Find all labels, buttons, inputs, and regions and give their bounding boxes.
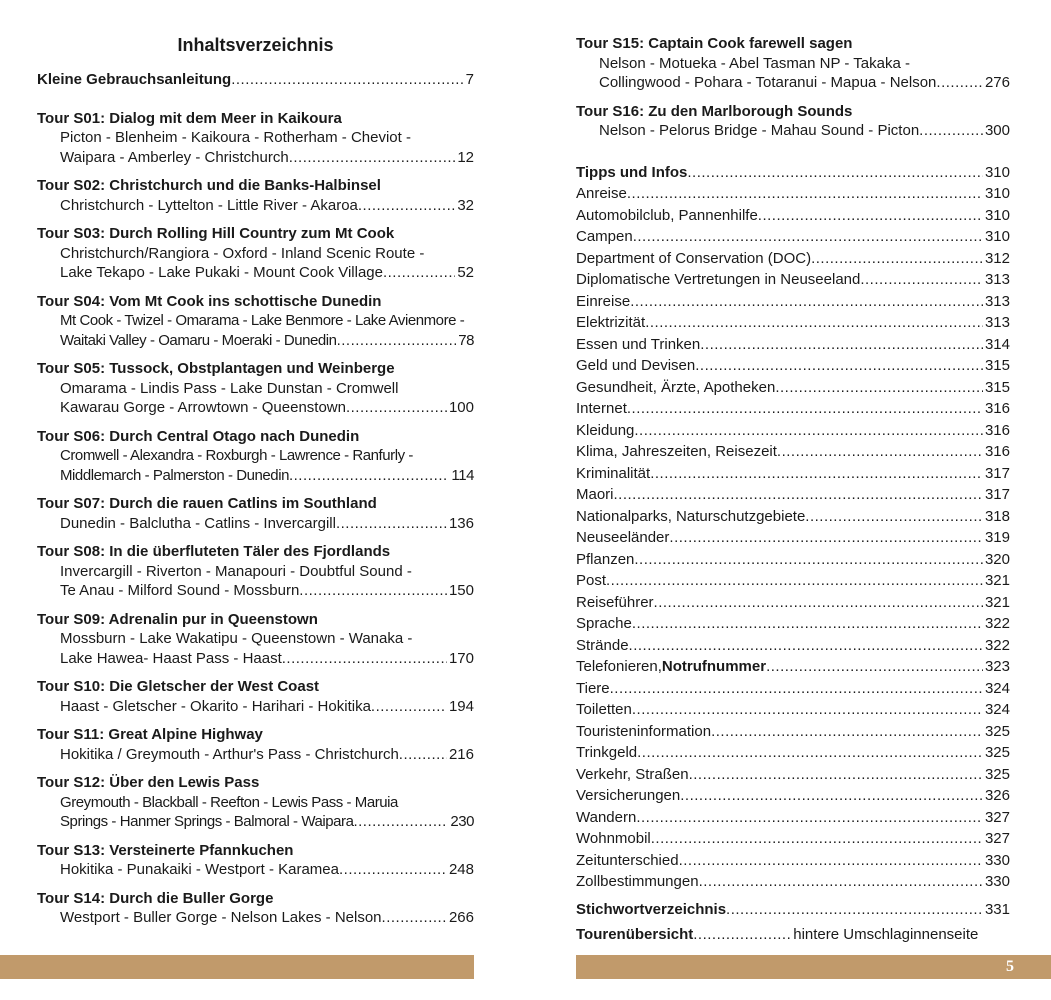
info-label: Pflanzen <box>576 550 635 568</box>
info-item <box>576 613 1010 635</box>
touren-title: Tourenübersicht <box>576 926 694 943</box>
tour-route: Nelson - Motueka - Abel Tasman NP - Takaka - <box>599 54 910 72</box>
info-item <box>576 699 1010 721</box>
stichwort-line <box>576 899 1010 921</box>
info-label: Verkehr, Straßen <box>576 765 689 783</box>
tour-title: Tour S14: Durch die Buller Gorge <box>37 889 274 907</box>
toc-entry-kleine-gebrauchsanleitung <box>37 70 474 90</box>
info-item <box>576 721 1010 743</box>
tour-title: Tour S03: Durch Rolling Hill Country zum Mt Cook <box>37 225 395 242</box>
info-label: Wandern <box>576 808 637 826</box>
tour-list-right <box>576 34 1010 141</box>
tour-entry <box>37 109 474 168</box>
tour-route: Westport - Buller Gorge - Nelson Lakes - Nelson <box>60 909 382 926</box>
tour-route: Waitaki Valley - Oamaru - Moeraki - Dunedin <box>60 331 337 349</box>
info-label: Diplomatische Vertretungen in Neuseeland <box>576 271 861 288</box>
info-label: Essen und Trinken <box>576 335 701 353</box>
info-item <box>576 205 1010 227</box>
tour-title: Tour S13: Versteinerte Pfannkuchen <box>37 841 294 859</box>
info-page: 322 <box>984 615 1010 632</box>
tour-route: Greymouth - Blackball - Reefton - Lewis Pass - Maruia <box>60 793 398 811</box>
tour-route: Lake Hawea- Haast Pass - Haast <box>60 649 282 667</box>
info-label: Geld und Devisen <box>576 357 696 374</box>
info-page: 322 <box>984 636 1010 654</box>
tour-route: Invercargill - Riverton - Manapouri - Doubtful Sound - <box>60 562 412 580</box>
tour-title: Tour S09: Adrenalin pur in Queenstown <box>37 610 318 628</box>
info-item <box>576 570 1010 592</box>
tour-route-last-line <box>37 860 474 880</box>
info-item <box>576 183 1010 205</box>
tour-title: Tour S04: Vom Mt Cook ins schottische Dunedin <box>37 292 382 310</box>
info-label: Post <box>576 572 607 589</box>
tour-title: Tour S02: Christchurch und die Banks-Halbinsel <box>37 177 381 194</box>
info-page: 315 <box>984 357 1010 374</box>
info-label: Touristeninformation <box>576 722 712 740</box>
info-item <box>576 355 1010 377</box>
tour-entry <box>576 34 1010 93</box>
entry-page: 7 <box>465 71 474 88</box>
tour-route: Hokitika / Greymouth - Arthur's Pass - Christchurch <box>60 745 399 763</box>
tour-entry <box>37 494 474 533</box>
info-item-list <box>576 183 1010 893</box>
tour-route: Christchurch - Lyttelton - Little River - Akaroa <box>60 196 358 214</box>
tour-entry <box>37 841 474 880</box>
info-item <box>576 484 1010 506</box>
info-label: Elektrizität <box>576 314 646 331</box>
tour-page: 300 <box>984 122 1010 139</box>
tour-page: 276 <box>984 74 1010 91</box>
info-item <box>576 592 1010 614</box>
tour-page: 12 <box>457 148 474 166</box>
info-label: Internet <box>576 400 627 417</box>
tour-title: Tour S07: Durch die rauen Catlins im Southland <box>37 495 377 512</box>
tour-route: Collingwood - Pohara - Totaranui - Mapua - Nelson <box>599 74 937 91</box>
info-item <box>576 226 1010 248</box>
tour-title: Tour S15: Captain Cook farewell sagen <box>576 35 853 52</box>
tour-route: Haast - Gletscher - Okarito - Harihari - Hokitika <box>60 697 371 715</box>
tour-entry <box>37 292 474 351</box>
info-page: 324 <box>984 701 1010 718</box>
tipps-heading: Tipps und Infos <box>576 163 688 181</box>
tour-page: 216 <box>448 745 474 763</box>
info-page: 313 <box>984 292 1010 310</box>
info-page: 317 <box>984 464 1010 482</box>
info-page: 316 <box>984 443 1010 460</box>
info-page: 325 <box>984 722 1010 740</box>
info-label: Telefonieren, <box>576 658 662 675</box>
touren-line <box>576 924 1010 946</box>
info-page: 310 <box>984 185 1010 202</box>
info-item <box>576 828 1010 850</box>
info-label: Campen <box>576 228 633 245</box>
footer-bar-left <box>0 955 474 979</box>
info-item <box>576 506 1010 528</box>
tour-entry <box>37 889 474 928</box>
tour-route: Nelson - Pelorus Bridge - Mahau Sound - Picton <box>599 122 920 139</box>
tour-route: Kawarau Gorge - Arrowtown - Queenstown <box>60 399 346 416</box>
info-label: Nationalparks, Naturschutzgebiete <box>576 507 806 525</box>
tour-title: Tour S10: Die Gletscher der West Coast <box>37 678 320 695</box>
info-label: Neuseeländer <box>576 529 670 546</box>
tour-entry <box>37 224 474 283</box>
tour-entry <box>37 542 474 601</box>
tipps-page: 310 <box>984 163 1010 181</box>
tour-route-last-line <box>37 331 474 351</box>
tipps-und-infos-section <box>576 162 1010 946</box>
tour-entry <box>37 427 474 486</box>
info-page: 323 <box>984 658 1010 675</box>
tour-route-last-line <box>576 121 1010 141</box>
tour-route-last-line <box>37 697 474 717</box>
tour-page: 52 <box>457 264 474 281</box>
tour-route-last-line <box>37 649 474 669</box>
info-page: 312 <box>984 249 1010 267</box>
tour-entry <box>37 725 474 764</box>
tour-page: 32 <box>457 196 474 214</box>
tour-title: Tour S12: Über den Lewis Pass <box>37 774 260 791</box>
tour-route-last-line <box>37 581 474 601</box>
info-label: Kriminalität <box>576 464 651 482</box>
stichwort-page: 331 <box>984 900 1010 918</box>
tour-page: 78 <box>458 331 474 349</box>
toc-heading: Inhaltsverzeichnis <box>177 35 334 55</box>
info-page: 327 <box>984 830 1010 847</box>
tour-route: Christchurch/Rangiora - Oxford - Inland Scenic Route - <box>60 244 425 262</box>
info-page: 326 <box>984 787 1010 804</box>
tour-entry <box>37 773 474 832</box>
info-item <box>576 377 1010 399</box>
info-label: Gesundheit, Ärzte, Apotheken <box>576 378 776 396</box>
tour-page: 194 <box>448 697 474 715</box>
info-page: 313 <box>984 271 1010 288</box>
info-item <box>576 248 1010 270</box>
info-page: 318 <box>984 507 1010 525</box>
tour-route-last-line <box>37 745 474 765</box>
tour-title: Tour S16: Zu den Marlborough Sounds <box>576 102 853 120</box>
tipps-heading-line <box>576 162 1010 184</box>
tour-page: 100 <box>448 399 474 416</box>
tour-entry <box>37 359 474 418</box>
info-page: 316 <box>984 421 1010 439</box>
info-item <box>576 312 1010 334</box>
info-label: Anreise <box>576 185 627 202</box>
tour-route-last-line <box>576 73 1010 93</box>
tour-route-last-line <box>37 398 474 418</box>
info-item <box>576 635 1010 657</box>
info-item <box>576 291 1010 313</box>
left-column <box>37 34 474 937</box>
info-page: 321 <box>984 572 1010 589</box>
tour-route-last-line <box>37 514 474 534</box>
tour-page: 136 <box>448 514 474 532</box>
info-page: 310 <box>984 228 1010 245</box>
info-item <box>576 269 1010 291</box>
info-page: 330 <box>984 873 1010 890</box>
tour-entry <box>37 677 474 716</box>
tour-route-last-line <box>37 196 474 216</box>
info-item <box>576 678 1010 700</box>
tour-title: Tour S05: Tussock, Obstplantagen und Weinberge <box>37 360 395 377</box>
tour-entry <box>37 176 474 215</box>
info-label: Maori <box>576 486 614 503</box>
info-page: 325 <box>984 765 1010 783</box>
tour-route: Hokitika - Punakaiki - Westport - Karamea <box>60 861 339 878</box>
info-item <box>576 420 1010 442</box>
info-label: Department of Conservation (DOC) <box>576 249 812 267</box>
info-label: Einreise <box>576 292 631 310</box>
info-label: Zeitunterschied <box>576 851 679 869</box>
touren-page: hintere Umschlaginnenseite <box>793 926 979 943</box>
tour-route: Mossburn - Lake Wakatipu - Queenstown - Wanaka - <box>60 630 413 647</box>
tour-route: Lake Tekapo - Lake Pukaki - Mount Cook Village <box>60 264 383 281</box>
info-page: 317 <box>984 486 1010 503</box>
info-item <box>576 764 1010 786</box>
tour-route-last-line <box>37 148 474 168</box>
entry-title: Kleine Gebrauchsanleitung <box>37 71 232 88</box>
info-label: Wohnmobil <box>576 830 651 847</box>
info-item <box>576 441 1010 463</box>
info-item <box>576 656 1010 678</box>
tour-title: Tour S01: Dialog mit dem Meer in Kaikoura <box>37 109 342 127</box>
tour-page: 150 <box>448 582 474 599</box>
tour-route: Dunedin - Balclutha - Catlins - Invercargill <box>60 514 336 532</box>
tour-page: 266 <box>448 909 474 926</box>
info-label: Tiere <box>576 679 610 697</box>
info-page: 324 <box>984 679 1010 697</box>
tour-route: Picton - Blenheim - Kaikoura - Rotherham - Cheviot - <box>60 129 411 146</box>
tour-route-last-line <box>37 908 474 928</box>
right-column <box>576 34 1010 946</box>
tour-route: Te Anau - Milford Sound - Mossburn <box>60 582 300 599</box>
info-label-bold: Notrufnummer <box>661 658 767 675</box>
info-page: 316 <box>984 400 1010 417</box>
tour-route: Cromwell - Alexandra - Roxburgh - Lawrence - Ranfurly - <box>60 447 413 464</box>
info-item <box>576 742 1010 764</box>
tour-title: Tour S11: Great Alpine Highway <box>37 726 263 743</box>
info-label: Toiletten <box>576 701 632 718</box>
info-item <box>576 850 1010 872</box>
info-label: Klima, Jahreszeiten, Reisezeit <box>576 443 777 460</box>
footer-bar-right <box>576 955 1051 979</box>
info-label: Sprache <box>576 615 632 632</box>
info-page: 330 <box>984 851 1010 869</box>
tour-route: Omarama - Lindis Pass - Lake Dunstan - Cromwell <box>60 379 399 397</box>
tour-route-last-line <box>37 466 474 486</box>
info-item <box>576 871 1010 893</box>
info-label: Strände <box>576 636 629 654</box>
page-number: 5 <box>1006 958 1014 975</box>
tour-title: Tour S06: Durch Central Otago nach Dunedin <box>37 427 360 445</box>
info-page: 310 <box>984 206 1010 224</box>
tour-route: Mt Cook - Twizel - Omarama - Lake Benmore - Lake Avienmore - <box>60 312 465 329</box>
tour-page: 248 <box>448 861 474 878</box>
info-page: 313 <box>984 314 1010 331</box>
info-label: Zollbestimmungen <box>576 873 699 890</box>
tour-entry <box>37 610 474 669</box>
tour-page: 230 <box>450 813 474 830</box>
tour-route-last-line <box>37 812 474 832</box>
info-page: 327 <box>984 808 1010 826</box>
info-label: Kleidung <box>576 421 635 439</box>
info-item <box>576 463 1010 485</box>
tour-route: Springs - Hanmer Springs - Balmoral - Waipara <box>60 813 354 830</box>
info-label: Trinkgeld <box>576 744 638 761</box>
info-page: 325 <box>984 744 1010 761</box>
info-page: 319 <box>984 529 1010 546</box>
info-page: 315 <box>984 378 1010 396</box>
info-label: Reiseführer <box>576 593 654 611</box>
info-item <box>576 527 1010 549</box>
tour-page: 170 <box>448 649 474 667</box>
info-item <box>576 785 1010 807</box>
tour-page: 114 <box>451 466 474 484</box>
info-page: 314 <box>984 335 1010 353</box>
info-item <box>576 334 1010 356</box>
tour-title: Tour S08: In die überfluteten Täler des Fjordlands <box>37 543 391 560</box>
info-label: Automobilclub, Pannenhilfe <box>576 206 758 224</box>
info-item <box>576 549 1010 571</box>
info-page: 320 <box>984 550 1010 568</box>
tour-route-last-line <box>37 263 474 283</box>
tour-route: Waipara - Amberley - Christchurch <box>60 148 289 166</box>
tour-entry <box>576 102 1010 141</box>
tour-list-left <box>37 109 474 928</box>
info-page: 321 <box>984 593 1010 611</box>
info-item <box>576 398 1010 420</box>
stichwort-title: Stichwortverzeichnis <box>576 900 727 918</box>
info-item <box>576 807 1010 829</box>
info-label: Versicherungen <box>576 787 681 804</box>
tour-route: Middlemarch - Palmerston - Dunedin <box>60 466 289 484</box>
